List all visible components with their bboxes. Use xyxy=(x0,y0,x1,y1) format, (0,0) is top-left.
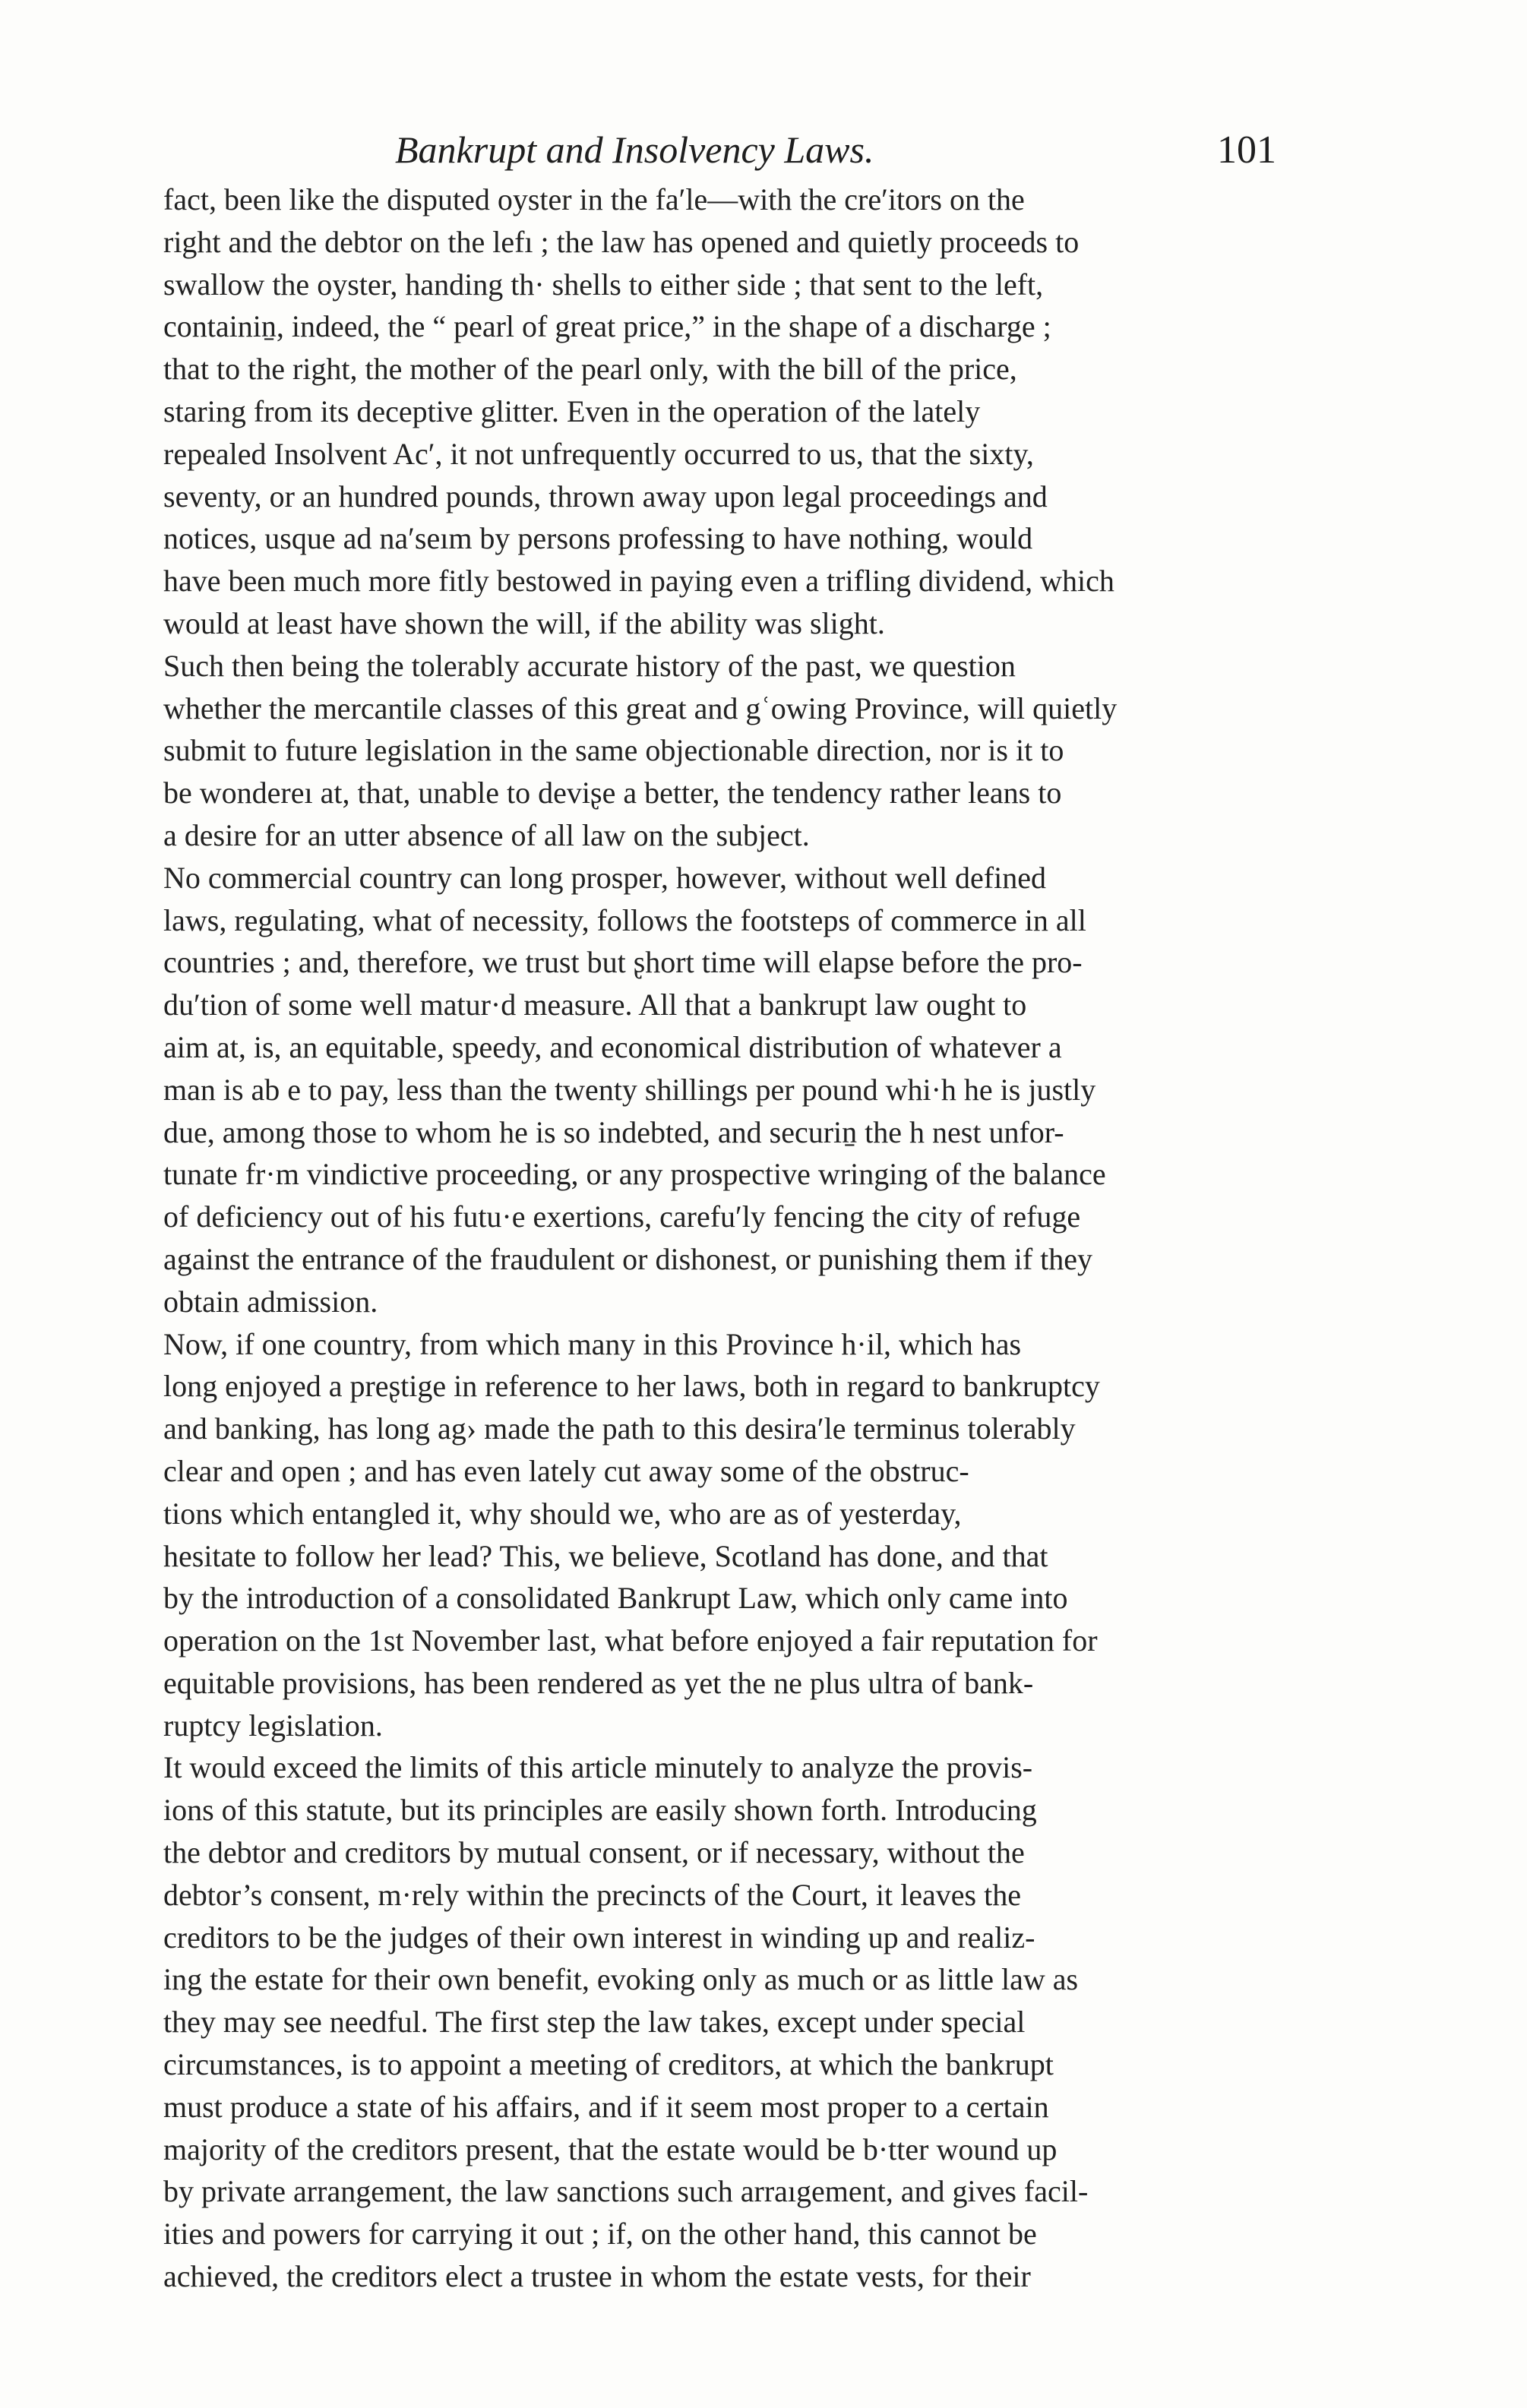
text-line: that to the right, the mother of the pearl only, with the bill of the price, xyxy=(163,352,1017,387)
text-line: Such then being the tolerably accurate history of the past, we question xyxy=(163,648,1016,683)
text-line: staring from its deceptive glitter. Even in the operation of the lately xyxy=(163,393,981,428)
text-line: repealed Insolvent Acʹ, it not unfrequently occurred to us, that the sixty, xyxy=(163,436,1034,471)
text-line: aim at, is, an equitable, speedy, and economical distribution of whatever a xyxy=(163,1029,1062,1064)
text-line: long enjoyed a preʂtige in reference to her laws, both in regard to bankruptcy xyxy=(163,1369,1100,1404)
text-line: hesitate to follow her lead? This, we believe, Scotland has done, and that xyxy=(163,1538,1048,1573)
body-text xyxy=(163,179,1288,2298)
text-line: operation on the 1st November last, what before enjoyed a fair reputation for xyxy=(163,1623,1098,1658)
text-line: duʹtion of some well matur·d measure. All that a bankrupt law ought to xyxy=(163,988,1027,1022)
text-line: It would exceed the limits of this article minutely to analyze the provis- xyxy=(163,1750,1033,1785)
text-line: obtain admission. xyxy=(163,1284,378,1319)
text-line: equitable provisions, has been rendered as yet the ne plus ultra of bank- xyxy=(163,1665,1034,1700)
text-line: ities and powers for carrying it out ; if, on the other hand, this cannot be xyxy=(163,2217,1037,2252)
text-line: seventy, or an hundred pounds, thrown away upon legal proceedings and xyxy=(163,479,1048,514)
text-line: due, among those to whom he is so indebted, and securiṉ the h nest unfor- xyxy=(163,1114,1064,1149)
text-line: laws, regulating, what of necessity, follows the footsteps of commerce in all xyxy=(163,902,1086,937)
text-line: No commercial country can long prosper, however, without well defined xyxy=(163,860,1046,895)
text-line: notices, usque ad naʹseım by persons professing to have nothing, would xyxy=(163,521,1033,556)
text-line: creditors to be the judges of their own interest in winding up and realiz- xyxy=(163,1920,1035,1955)
page-number: 101 xyxy=(1217,128,1276,172)
text-line: a desire for an utter absence of all law on the subject. xyxy=(163,817,810,852)
text-line: must produce a state of his affairs, and if it seem most proper to a certain xyxy=(163,2089,1049,2124)
text-line: would at least have shown the will, if the ability was slight. xyxy=(163,605,885,640)
text-line: majority of the creditors present, that the estate would be b·tter wound up xyxy=(163,2131,1058,2166)
text-line: Now, if one country, from which many in this Province h·il, which has xyxy=(163,1326,1022,1361)
text-line: submit to future legislation in the same objectionable direction, nor is it to xyxy=(163,733,1064,768)
text-line: ruptcy legislation. xyxy=(163,1708,383,1743)
text-line: of deficiency out of his futu·e exertions, carefuʹly fencing the city of refuge xyxy=(163,1199,1081,1234)
text-line: ions of this statute, but its principles are easily shown forth. Introducing xyxy=(163,1793,1037,1828)
text-line: swallow the oyster, handing th· shells to either side ; that sent to the left, xyxy=(163,267,1044,302)
text-line: debtor’s consent, m·rely within the precincts of the Court, it leaves the xyxy=(163,1877,1021,1912)
text-line: ing the estate for their own benefit, evoking only as much or as little law as xyxy=(163,1962,1079,1997)
text-line: against the entrance of the fraudulent or dishonest, or punishing them if they xyxy=(163,1241,1093,1276)
text-line: clear and open ; and has even lately cut away some of the obstruc- xyxy=(163,1453,969,1488)
text-line: right and the debtor on the lefı ; the law has opened and quietly proceeds to xyxy=(163,224,1080,259)
text-line: by private arrangement, the law sanctions such arraıgement, and gives facil- xyxy=(163,2174,1089,2209)
text-line: countries ; and, therefore, we trust but ʂhort time will elapse before the pro- xyxy=(163,945,1083,980)
text-line: fact, been like the disputed oyster in the faʹle—with the creʹitors on the xyxy=(163,182,1025,216)
text-line: the debtor and creditors by mutual consent, or if necessary, without the xyxy=(163,1835,1025,1870)
text-line: containiṉ, indeed, the “ pearl of great price,” in the shape of a discharge ; xyxy=(163,309,1051,344)
text-line: they may see needful. The first step the law takes, except under special xyxy=(163,2005,1026,2040)
text-line: tions which entangled it, why should we, who are as of yesterday, xyxy=(163,1496,962,1531)
text-line: achieved, the creditors elect a trustee in whom the estate vests, for their xyxy=(163,2259,1031,2294)
running-title: Bankrupt and Insolvency Laws. xyxy=(395,128,874,171)
text-line: be wondereı at, that, unable to deviʂe a better, the tendency rather leans to xyxy=(163,776,1062,811)
text-line: man is ab e to pay, less than the twenty shillings per pound whi·h he is justly xyxy=(163,1072,1096,1107)
text-line: tunate fr·m vindictive proceeding, or any prospective wringing of the balance xyxy=(163,1157,1106,1192)
text-line: by the introduction of a consolidated Bankrupt Law, which only came into xyxy=(163,1581,1068,1616)
text-line: have been much more fitly bestowed in paying even a trifling dividend, which xyxy=(163,564,1114,599)
text-line: whether the mercantile classes of this great and gʿowing Province, will quietly xyxy=(163,690,1118,725)
text-line: circumstances, is to appoint a meeting of creditors, at which the bankrupt xyxy=(163,2047,1054,2082)
text-line: and banking, has long ag› made the path to this desiraʹle terminus tolerably xyxy=(163,1411,1076,1446)
